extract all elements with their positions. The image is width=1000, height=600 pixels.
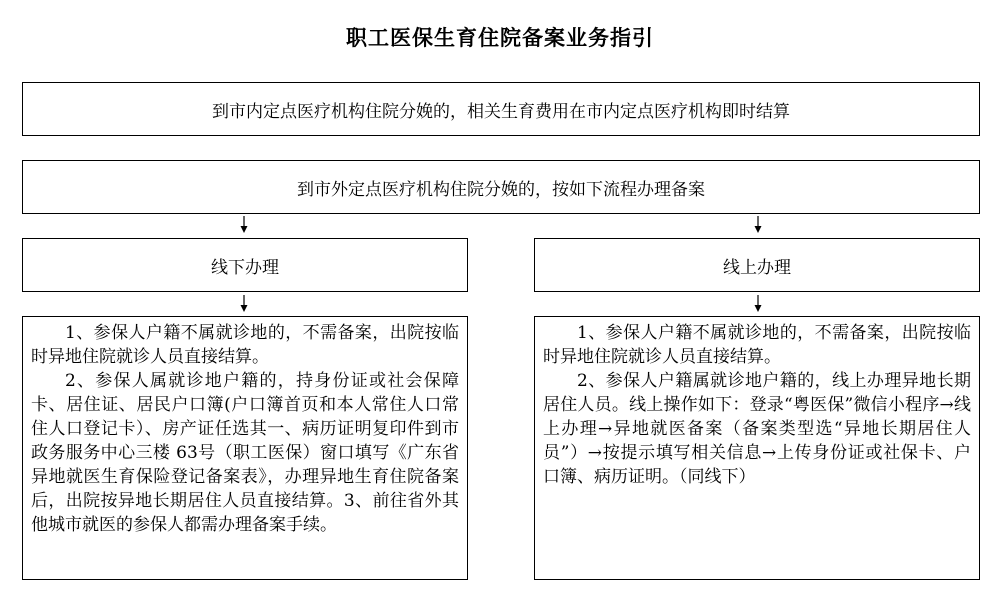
arrow-down-icon: [753, 295, 763, 313]
out-of-city-box: [22, 160, 980, 214]
offline-heading-box: [22, 238, 468, 292]
offline-step-1: 1、参保人户籍不属就诊地的，不需备案，出院按临时异地住院就诊人员直接结算。: [31, 323, 459, 367]
offline-instructions-box: [22, 316, 468, 580]
arrow-down-icon: [239, 216, 249, 234]
online-heading-box: [534, 238, 980, 292]
local-settlement-box: [22, 82, 980, 136]
offline-heading: 线下办理: [211, 257, 279, 278]
page-title: 职工医保生育住院备案业务指引: [346, 26, 654, 50]
online-heading: 线上办理: [723, 257, 791, 278]
arrow-down-icon: [239, 295, 249, 313]
online-step-2: 2、参保人户籍属就诊地户籍的，线上办理异地长期居住人员。线上操作如下：登录“粤医保”微信小程序→线上办理→异地就医备案（备案类型选“异地长期居住人员”）→按提示填写相关信息→上传身份证或社保卡、户口簿、病历证明。（同线下）: [543, 371, 971, 487]
online-instructions-box: [534, 316, 980, 580]
arrow-down-icon: [753, 216, 763, 234]
online-step-1: 1、参保人户籍不属就诊地的，不需备案，出院按临时异地住院就诊人员直接结算。: [543, 323, 971, 367]
out-of-city-text: 到市外定点医疗机构住院分娩的，按如下流程办理备案: [297, 179, 705, 200]
local-settlement-text: 到市内定点医疗机构住院分娩的，相关生育费用在市内定点医疗机构即时结算: [212, 101, 790, 122]
offline-step-2: 2、参保人属就诊地户籍的，持身份证或社会保障卡、居住证、居民户口簿(户口簿首页和本人常住人口常住人口登记卡）、房产证任选其一、病历证明复印件到市政务服务中心三楼 63号（职工医保）窗口填写《广东省异地就医生育保险登记备案表》，办理异地生育住院备案后，出院按异地长期居住人员直接结算。3、前往省外其他城市就医的参保人都需办理备案手续。: [31, 371, 459, 535]
